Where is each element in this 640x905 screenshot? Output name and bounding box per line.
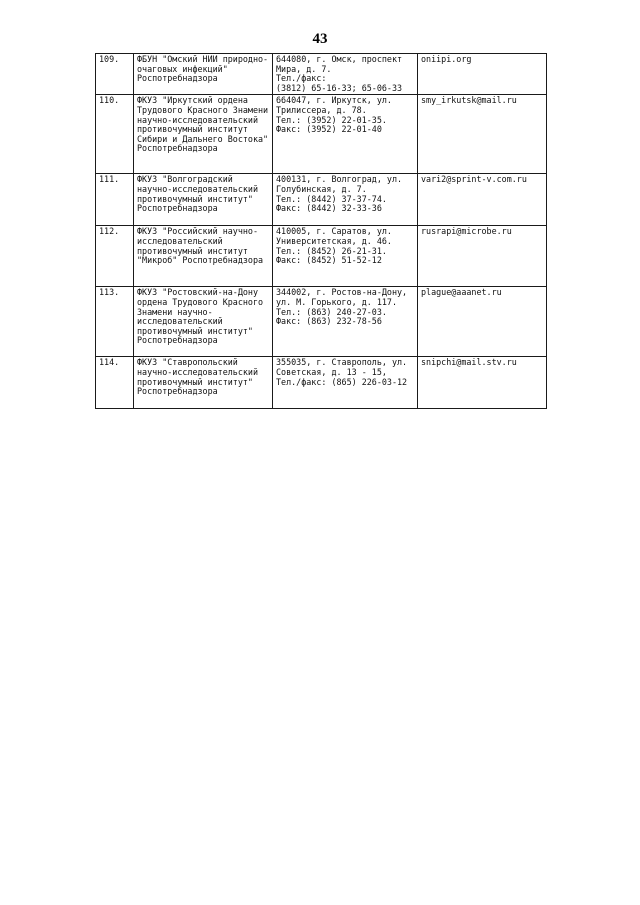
institute-name: ФКУЗ "Иркутский ордена Трудового Красного Знамени научно-исследовательский противочумный институт Сибири и Дальнего Востока" Роспотребнадзора [134,95,273,174]
institute-email: plague@aaanet.ru [418,287,547,357]
institutes-table [95,53,547,409]
row-number: 109. [96,54,134,95]
institute-name: ФКУЗ "Ставропольский научно-исследовательский противочумный институт" Роспотребнадзора [134,357,273,409]
institute-address: 664047, г. Иркутск, ул. Трилиссера, д. 78. Тел.: (3952) 22-01-35. Факс: (3952) 22-01-40 [273,95,418,174]
institute-email: oniipi.org [418,54,547,95]
institute-name: ФКУЗ "Ростовский-на-Дону ордена Трудового Красного Знамени научно-исследовательский противочумный институт" Роспотребнадзора [134,287,273,357]
table-row [96,357,547,409]
institute-email: smy_irkutsk@mail.ru [418,95,547,174]
institute-email: vari2@sprint-v.com.ru [418,174,547,226]
row-number: 110. [96,95,134,174]
institute-address: 410005, г. Саратов, ул. Университетская, д. 46. Тел.: (8452) 26-21-31. Факс: (8452) 51-52-12 [273,226,418,287]
institute-address: 344002, г. Ростов-на-Дону, ул. М. Горького, д. 117. Тел.: (863) 240-27-03. Факс: (863) 232-78-56 [273,287,418,357]
row-number: 112. [96,226,134,287]
institute-name: ФКУЗ "Российский научно-исследовательский противочумный институт "Микроб" Роспотребнадзора [134,226,273,287]
row-number: 114. [96,357,134,409]
institute-address: 644080, г. Омск, проспект Мира, д. 7. Тел./факс: (3812) 65-16-33; 65-06-33 [273,54,418,95]
table-row [96,54,547,95]
page-number: 43 [312,31,328,47]
table-row [96,226,547,287]
table-row [96,95,547,174]
table-row [96,174,547,226]
institute-email: snipchi@mail.stv.ru [418,357,547,409]
institute-email: rusrapi@microbe.ru [418,226,547,287]
institute-address: 355035, г. Ставрополь, ул. Советская, д. 13 - 15, Тел./факс: (865) 226-03-12 [273,357,418,409]
row-number: 113. [96,287,134,357]
institute-address: 400131, г. Волгоград, ул. Голубинская, д. 7. Тел.: (8442) 37-37-74. Факс: (8442) 32-33-36 [273,174,418,226]
table-row [96,287,547,357]
institute-name: ФКУЗ "Волгоградский научно-исследовательский противочумный институт" Роспотребнадзора [134,174,273,226]
row-number: 111. [96,174,134,226]
institute-name: ФБУН "Омский НИИ природно-очаговых инфекций" Роспотребнадзора [134,54,273,95]
